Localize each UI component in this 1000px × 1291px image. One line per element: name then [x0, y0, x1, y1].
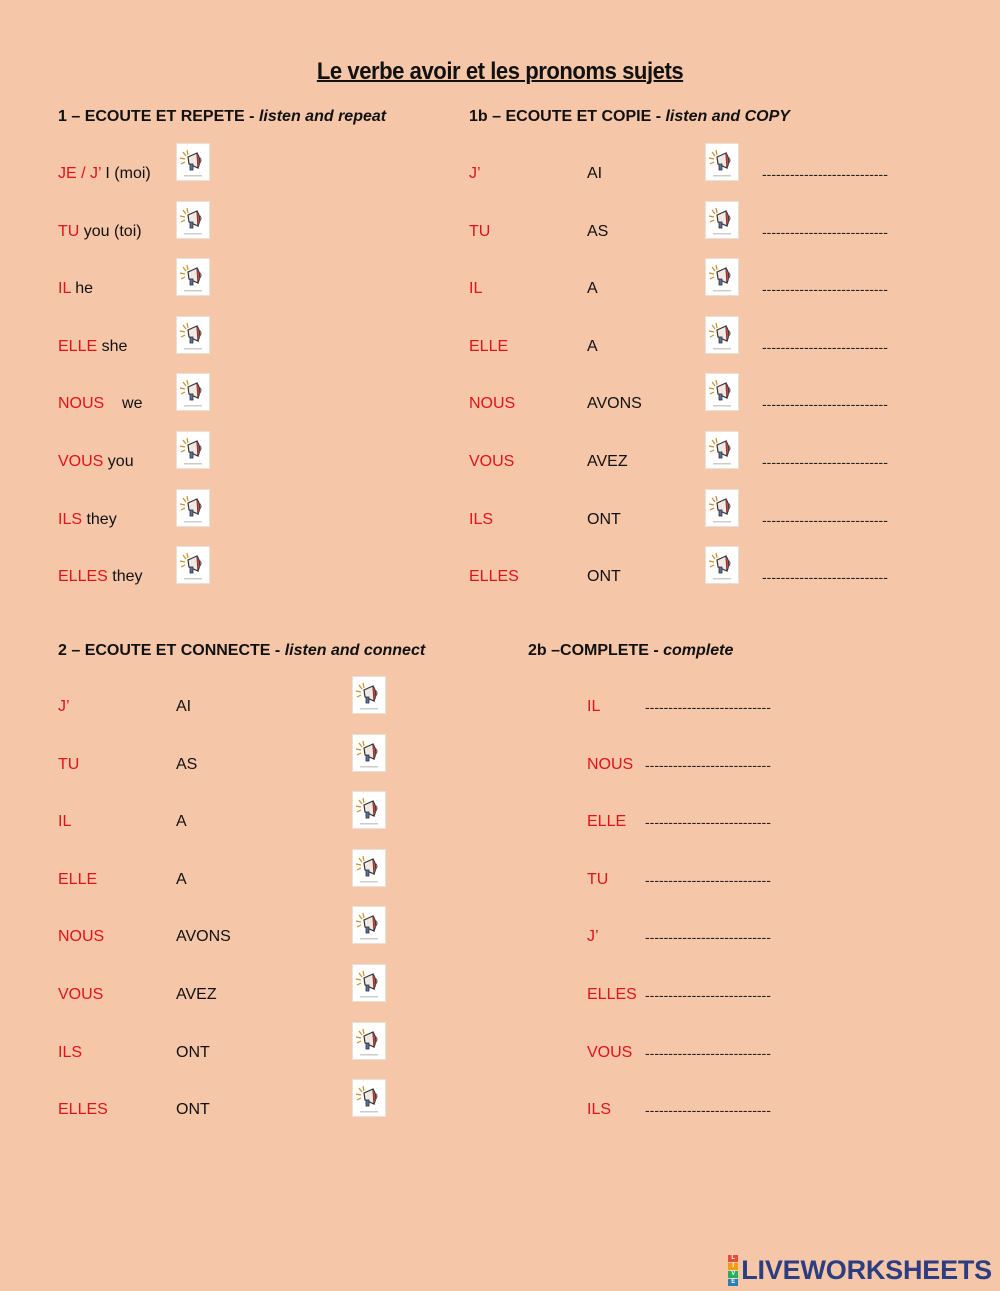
speaker-button[interactable] — [705, 258, 739, 296]
pronoun-label: VOUS — [469, 453, 515, 470]
pronoun-label: IL — [469, 280, 483, 298]
answer-blank[interactable]: --------------------------- — [645, 1044, 771, 1061]
pronoun-label: TU — [58, 755, 80, 773]
speaker-button[interactable] — [705, 489, 739, 527]
pronoun-label: NOUS — [58, 395, 105, 413]
verb-label: AVEZ — [587, 453, 628, 470]
pronoun-label: ILS — [587, 1101, 612, 1119]
pronoun-label: ELLES — [587, 986, 637, 1003]
megaphone-speaker-icon — [353, 792, 385, 828]
pronoun-label: VOUS — [587, 1043, 633, 1061]
section2-heading: 2 – ECOUTE ET CONNECTE - listen and connect — [58, 642, 426, 659]
pronoun-label: ELLES — [469, 568, 519, 586]
pronoun-label: IL — [58, 280, 71, 298]
speaker-button[interactable] — [176, 143, 210, 181]
verb-label: ONT — [587, 510, 621, 528]
speaker-button[interactable] — [176, 373, 210, 411]
answer-blank[interactable]: --------------------------- — [645, 987, 771, 1003]
pronoun-label: ELLE — [58, 870, 98, 888]
pronoun-label: IL — [58, 813, 72, 831]
megaphone-speaker-icon — [177, 317, 209, 353]
megaphone-speaker-icon — [353, 677, 385, 713]
verb-label: ONT — [176, 1043, 210, 1061]
megaphone-speaker-icon — [706, 374, 738, 410]
english-label: they — [107, 568, 143, 586]
pronoun-label: ELLE — [587, 813, 627, 831]
verb-label: AVEZ — [176, 986, 217, 1003]
section1b-heading: 1b – ECOUTE ET COPIE - listen and COPY — [469, 108, 790, 125]
answer-blank[interactable]: --------------------------- — [762, 396, 888, 413]
english-label: they — [82, 510, 117, 528]
megaphone-speaker-icon — [353, 907, 385, 943]
speaker-button[interactable] — [352, 1022, 386, 1060]
answer-blank[interactable]: --------------------------- — [762, 281, 888, 298]
worksheet-title: Le verbe avoir et les pronoms sujets — [316, 58, 684, 85]
answer-blank[interactable]: --------------------------- — [645, 871, 771, 888]
logo-text: LIVEWORKSHEETS — [741, 1255, 992, 1285]
answer-blank[interactable]: --------------------------- — [762, 166, 888, 182]
pronoun-row — [58, 223, 142, 241]
pronoun-label: NOUS — [587, 755, 634, 773]
megaphone-speaker-icon — [177, 144, 209, 180]
megaphone-speaker-icon — [706, 317, 738, 353]
liveworksheets-logo — [728, 1255, 992, 1286]
speaker-button[interactable] — [352, 676, 386, 714]
answer-blank[interactable]: --------------------------- — [762, 338, 888, 355]
verb-label: AVONS — [587, 395, 642, 413]
answer-blank[interactable]: --------------------------- — [645, 929, 771, 946]
megaphone-speaker-icon — [353, 735, 385, 771]
speaker-button[interactable] — [176, 489, 210, 527]
megaphone-speaker-icon — [353, 965, 385, 1001]
pronoun-label: VOUS — [58, 453, 104, 470]
megaphone-speaker-icon — [706, 144, 738, 180]
answer-blank[interactable]: --------------------------- — [762, 511, 888, 528]
pronoun-row — [58, 338, 127, 356]
speaker-button[interactable] — [352, 964, 386, 1002]
pronoun-row — [58, 395, 142, 413]
speaker-button[interactable] — [176, 201, 210, 239]
speaker-button[interactable] — [352, 1079, 386, 1117]
pronoun-label: VOUS — [58, 986, 104, 1003]
speaker-button[interactable] — [352, 849, 386, 887]
megaphone-speaker-icon — [706, 432, 738, 468]
pronoun-row — [58, 280, 93, 298]
megaphone-speaker-icon — [177, 202, 209, 238]
pronoun-label: ELLES — [58, 1101, 108, 1119]
megaphone-speaker-icon — [177, 432, 209, 468]
megaphone-speaker-icon — [353, 1080, 385, 1116]
section1-heading: 1 – ECOUTE ET REPETE - listen and repeat — [58, 108, 387, 125]
pronoun-label: ILS — [58, 1043, 83, 1061]
verb-label: A — [587, 280, 598, 298]
megaphone-speaker-icon — [706, 202, 738, 238]
verb-label: A — [587, 337, 598, 355]
verb-label: AI — [176, 698, 192, 715]
section2b-heading: 2b –COMPLETE - complete — [528, 642, 734, 659]
pronoun-label: TU — [58, 222, 80, 240]
pronoun-label: ELLE — [469, 337, 509, 355]
megaphone-speaker-icon — [177, 547, 209, 583]
english-label: you (toi) — [79, 222, 142, 240]
megaphone-speaker-icon — [353, 1023, 385, 1059]
speaker-button[interactable] — [705, 316, 739, 354]
answer-blank[interactable]: --------------------------- — [762, 223, 888, 240]
speaker-button[interactable] — [176, 431, 210, 469]
megaphone-speaker-icon — [177, 490, 209, 526]
verb-label: ONT — [176, 1101, 210, 1119]
logo-blocks: L I V E — [728, 1255, 738, 1286]
megaphone-speaker-icon — [177, 374, 209, 410]
megaphone-speaker-icon — [177, 259, 209, 295]
verb-label: AI — [587, 165, 603, 182]
pronoun-label: ELLES — [58, 568, 108, 586]
pronoun-label: IL — [587, 698, 601, 715]
speaker-button[interactable] — [352, 734, 386, 772]
english-label: we — [104, 395, 143, 413]
pronoun-row — [58, 511, 117, 529]
verb-label: AVONS — [176, 928, 231, 946]
speaker-button[interactable] — [176, 316, 210, 354]
pronoun-label: NOUS — [58, 928, 105, 946]
pronoun-label: NOUS — [469, 395, 516, 413]
pronoun-label: J’ — [587, 928, 599, 946]
speaker-button[interactable] — [705, 201, 739, 239]
english-label: she — [97, 337, 128, 355]
pronoun-row — [58, 453, 134, 471]
pronoun-label: ILS — [469, 510, 494, 528]
english-label: I (moi) — [100, 165, 151, 182]
speaker-button[interactable] — [705, 431, 739, 469]
megaphone-speaker-icon — [706, 490, 738, 526]
verb-label: AS — [176, 755, 198, 773]
english-label: you — [103, 453, 134, 470]
pronoun-label: JE / J’ — [58, 165, 101, 182]
pronoun-label: ILS — [58, 510, 83, 528]
speaker-button[interactable] — [705, 373, 739, 411]
speaker-button[interactable] — [352, 906, 386, 944]
megaphone-speaker-icon — [706, 259, 738, 295]
speaker-button[interactable] — [705, 546, 739, 584]
verb-label: AS — [587, 222, 609, 240]
pronoun-row — [58, 568, 143, 586]
pronoun-label: TU — [469, 222, 491, 240]
speaker-button[interactable] — [176, 258, 210, 296]
pronoun-label: ELLE — [58, 337, 98, 355]
answer-blank[interactable]: --------------------------- — [645, 699, 771, 715]
verb-label: A — [176, 870, 187, 888]
verb-label: A — [176, 813, 187, 831]
pronoun-label: J’ — [58, 698, 70, 715]
pronoun-label: TU — [587, 870, 609, 888]
answer-blank[interactable]: --------------------------- — [645, 756, 771, 773]
answer-blank[interactable]: --------------------------- — [645, 814, 771, 831]
megaphone-speaker-icon — [706, 547, 738, 583]
megaphone-speaker-icon — [353, 850, 385, 886]
verb-label: ONT — [587, 568, 621, 586]
answer-blank[interactable]: --------------------------- — [762, 569, 888, 586]
pronoun-label: J’ — [469, 165, 481, 182]
speaker-button[interactable] — [352, 791, 386, 829]
answer-blank[interactable]: --------------------------- — [762, 454, 888, 470]
speaker-button[interactable] — [705, 143, 739, 181]
answer-blank[interactable]: --------------------------- — [645, 1102, 771, 1119]
speaker-button[interactable] — [176, 546, 210, 584]
pronoun-row — [58, 165, 151, 183]
english-label: he — [70, 280, 93, 298]
